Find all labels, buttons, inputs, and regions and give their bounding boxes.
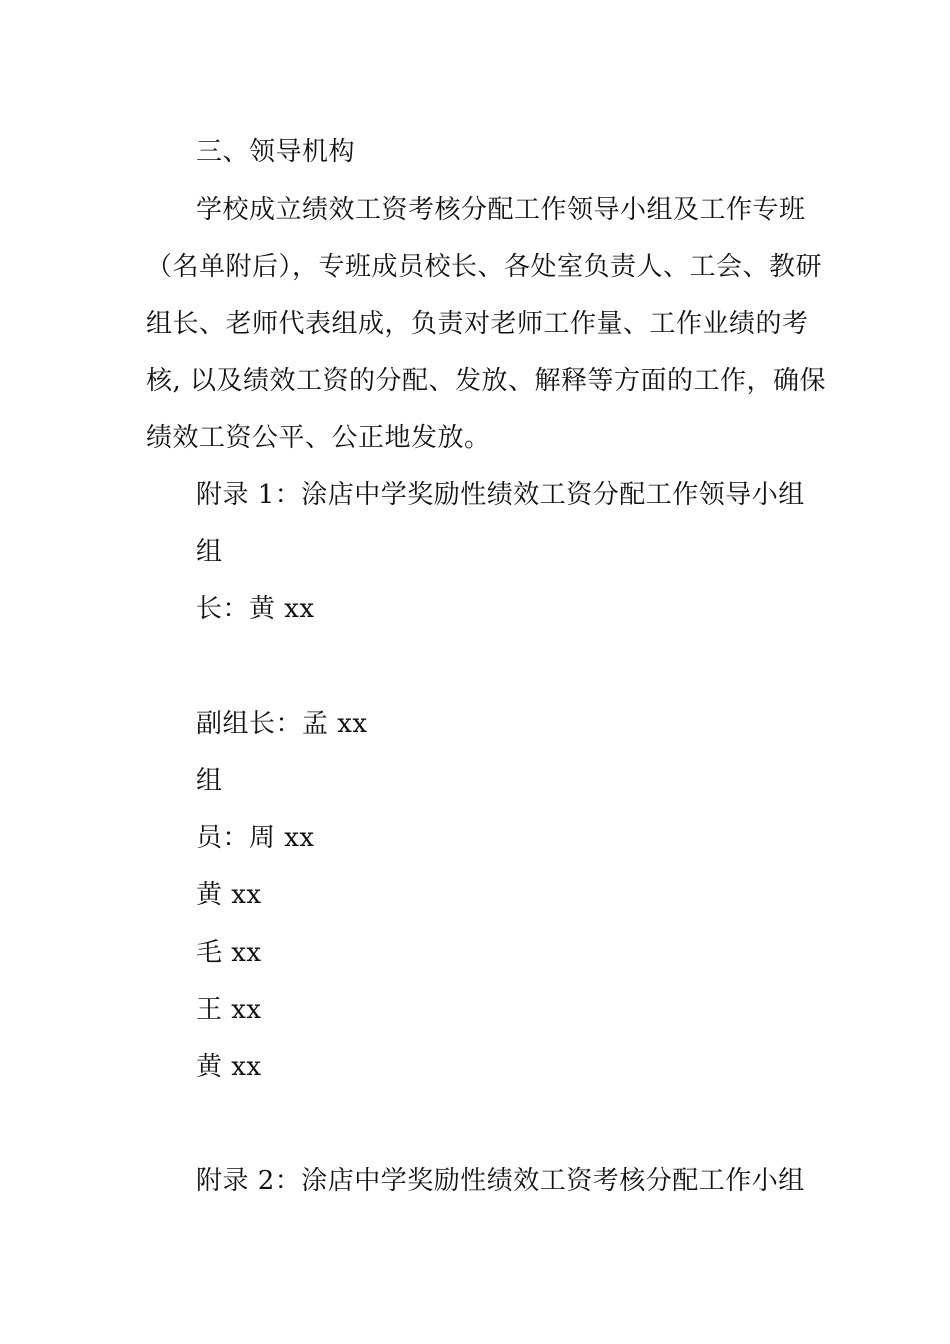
appendix1-member: 王 xx <box>196 995 262 1025</box>
appendix1-member-first: 员：周 xx <box>196 823 315 853</box>
appendix2-title: 附录 2：涂店中学奖励性绩效工资考核分配工作小组 <box>196 1166 805 1196</box>
paragraph-line-1: 学校成立绩效工资考核分配工作领导小组及工作专班 <box>196 195 806 225</box>
appendix1-member: 黄 xx <box>196 880 262 910</box>
appendix1-deputy: 副组长：孟 xx <box>196 709 368 739</box>
appendix1-member-label: 组 <box>196 766 223 796</box>
appendix1-leader-label: 组 <box>196 537 223 567</box>
appendix1-member: 毛 xx <box>196 938 262 968</box>
paragraph-line-3: 组长、老师代表组成，负责对老师工作量、工作业绩的考 <box>146 309 809 339</box>
appendix1-title: 附录 1：涂店中学奖励性绩效工资分配工作领导小组 <box>196 480 805 510</box>
paragraph-line-4: 核, 以及绩效工资的分配、发放、解释等方面的工作，确保 <box>146 366 827 396</box>
paragraph-line-2: （名单附后），专班成员校长、各处室负责人、工会、教研 <box>146 252 823 282</box>
paragraph-line-5: 绩效工资公平、公正地发放。 <box>146 423 491 453</box>
appendix1-member: 黄 xx <box>196 1052 262 1082</box>
appendix1-leader: 长：黄 xx <box>196 594 315 624</box>
section-heading: 三、领导机构 <box>196 137 356 167</box>
